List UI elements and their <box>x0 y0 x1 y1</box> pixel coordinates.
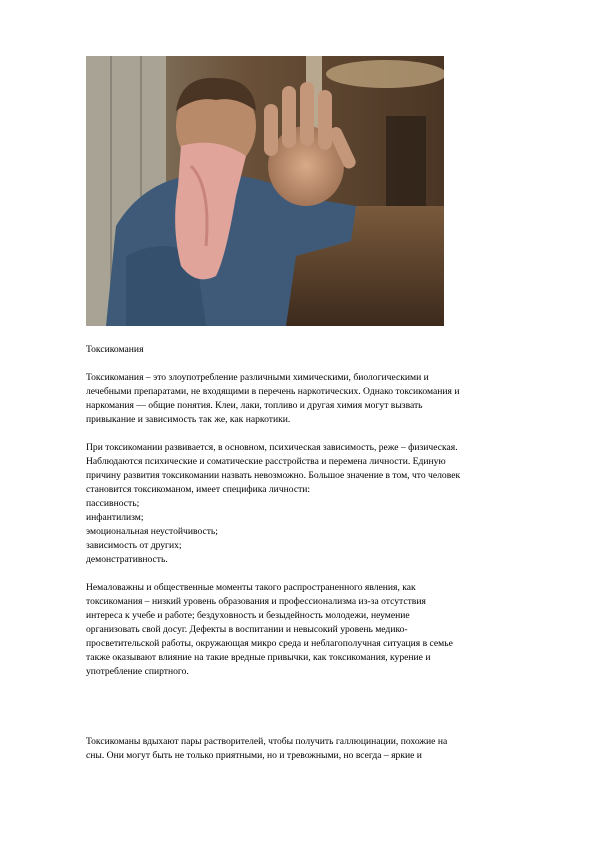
social-line: также оказывают влияние на такие вредные привычки, как токсикомания, курение и <box>86 652 431 663</box>
trait-item: зависимость от других; <box>86 540 182 551</box>
trait-item: эмоциональная неустойчивость; <box>86 526 218 537</box>
trait-item: демонстративность. <box>86 554 168 565</box>
social-line: интереса к учебе и работе; бездуховность и безыдейность молодежи, неумение <box>86 610 410 621</box>
intro-line: лечебными препаратами, не входящими в перечень наркотических. Однако токсикомания и <box>86 386 460 397</box>
intro-line: наркомания — общие понятия. Клеи, лаки, топливо и другая химия могут вызвать <box>86 400 423 411</box>
social-line: Немаловажны и общественные моменты такого распространенного явления, как <box>86 582 416 593</box>
trait-item: пассивность; <box>86 498 140 509</box>
social-line: просветительской работы, окружающая микро среда и неблагополучная ситуация в семье <box>86 638 453 649</box>
social-line: употребление спиртного. <box>86 666 189 677</box>
article-photo <box>86 56 444 326</box>
causes-line: становится токсикоманом, имеет специфика личности: <box>86 484 311 495</box>
article-continuation <box>86 735 556 763</box>
hallucination-line: Токсикоманы вдыхают пары растворителей, чтобы получить галлюцинации, похожие на <box>86 736 448 747</box>
causes-line: При токсикомании развивается, в основном, психическая зависимость, реже – физическая. <box>86 442 458 453</box>
boy-with-bag-photo <box>86 56 444 326</box>
hallucination-line: сны. Они могут быть не только приятными, но и тревожными, но всегда – яркие и <box>86 750 422 761</box>
causes-line: причину развития токсикомании назвать невозможно. Большое значение в том, что человек <box>86 470 461 481</box>
intro-line: привыкание и зависимость так же, как наркотики. <box>86 414 291 425</box>
article-body <box>86 343 556 679</box>
causes-line: Наблюдаются психические и соматические расстройства и перемена личности. Единую <box>86 456 446 467</box>
social-line: токсикомания – низкий уровень образования и профессионализма из-за отсутствия <box>86 596 426 607</box>
article-title: Токсикомания <box>86 344 144 355</box>
trait-item: инфантилизм; <box>86 512 144 523</box>
social-line: организовать свой досуг. Дефекты в воспитании и невысокий уровень медико- <box>86 624 408 635</box>
intro-line: Токсикомания – это злоупотребление различными химическими, биологическими и <box>86 372 429 383</box>
